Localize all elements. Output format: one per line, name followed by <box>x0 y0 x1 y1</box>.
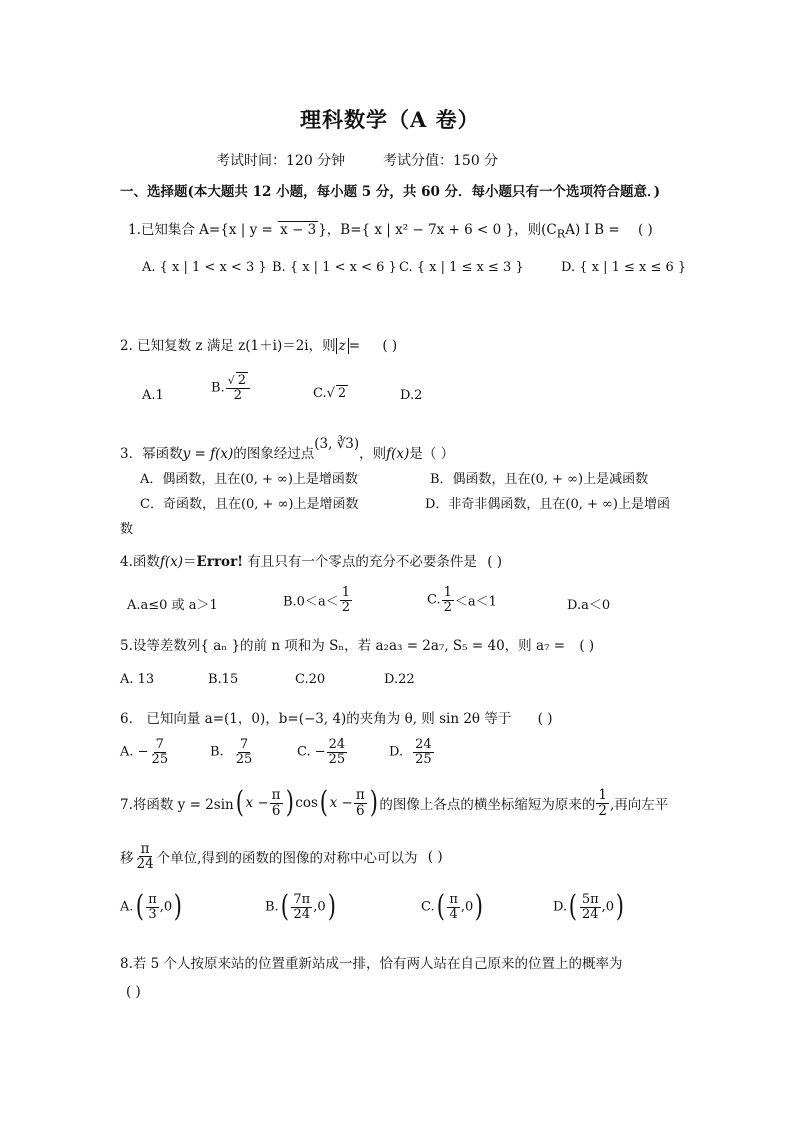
q3-stem-3: ，则 <box>359 446 387 462</box>
q6-option-b-den: 25 <box>235 751 253 767</box>
q2-answer-blank: ( ) <box>382 338 398 354</box>
q7-option-c-den: 4 <box>449 906 458 922</box>
q4-option-c <box>427 586 497 614</box>
q4-stem-3: 有且只有一个零点的充分不必要条件是 <box>243 554 477 570</box>
q7-stem-2: 的图像上各点的横坐标缩短为原来的 <box>379 797 596 813</box>
q1-prefix: 1.已知集合 A={ <box>128 222 229 238</box>
q7-line2-post: 个单位,得到的函数的图像的对称中心可以为 <box>156 850 418 867</box>
question-3 <box>120 436 455 462</box>
q6-option-b <box>210 738 255 766</box>
q7-option-d-num: 5π <box>581 891 599 907</box>
q5-answer-blank: ( ) <box>579 638 595 654</box>
q7-shift-den: 24 <box>136 856 154 873</box>
q1-sub: R <box>556 227 566 241</box>
q5-option-a: A. 13 <box>120 672 155 687</box>
q4-option-b-num: 1 <box>341 585 350 600</box>
q7-six-2: 6 <box>355 802 365 819</box>
q7-option-c-label: C. <box>421 899 435 915</box>
q1-mid: }，B={ x | x² − 7x + 6 < 0 }，则 <box>318 222 542 238</box>
q7-cos: cos <box>295 795 318 811</box>
q3-option-b: B．偶函数，且在(0, + ∞)上是减函数 <box>430 472 649 487</box>
q7-line2-pre: 移 <box>120 850 134 867</box>
q4-option-c-den: 2 <box>443 599 452 615</box>
q3-func: y = f(x) <box>182 446 234 462</box>
q6-stem: 6． 已知向量 a=(1，0)，b=(−3, 4)的夹角为 θ, 则 sin 2θ 等于 <box>120 711 512 727</box>
q7-option-a: A.( $\frac{\pi}{3}$ ,0) <box>120 889 183 924</box>
q7-pi-2: π <box>355 787 365 804</box>
q6-option-d-label: D. <box>389 744 404 760</box>
q5-option-d: D.22 <box>384 672 415 687</box>
q2-option-c-label: C. <box>313 386 327 401</box>
q7-option-d: D.( $\frac{5\pi}{24}$ ,0) <box>553 889 625 924</box>
q7-option-a-label: A. <box>120 899 134 915</box>
q6-option-c <box>297 738 348 766</box>
q7-option-b-den: 24 <box>293 906 311 922</box>
q1-tail2: A) I B = <box>565 222 620 238</box>
q4-fx: f(x) <box>159 554 184 570</box>
q7-half-den: 2 <box>598 802 608 819</box>
q2-option-c: C.√ 2 <box>313 386 347 401</box>
q3-option-a: A．偶函数，且在(0, + ∞)上是增函数 <box>140 472 358 487</box>
q7-stem-1: 7.将函数 y = 2sin <box>120 797 234 813</box>
q1-option-d: D. { x | 1 ≤ x ≤ 6 } <box>561 260 687 275</box>
q1-option-b: B. { x | 1 < x < 6 } <box>272 260 397 275</box>
q6-option-a-num: 7 <box>155 737 164 752</box>
q7-option-d-zero: ,0 <box>601 899 615 915</box>
section-heading: 一、选择题(本大题共 12 小题，每小题 5 分，共 60 分．每小题只有一个选项符合题意．) <box>120 184 661 200</box>
q4-option-c-pre: C. <box>427 592 441 608</box>
q3-stem-2: 的图象经过点 <box>233 446 315 462</box>
q7-option-c-zero: ,0 <box>460 899 474 915</box>
q7-option-a-num: π <box>148 891 157 907</box>
q2-option-d: D.2 <box>400 388 423 403</box>
question-1 <box>128 218 653 241</box>
q7-option-b-zero: ,0 <box>313 899 326 915</box>
question-5 <box>120 634 594 654</box>
q7-shift-num: π <box>140 841 150 857</box>
q6-option-d-num: 24 <box>415 737 432 752</box>
question-7-line-2 <box>120 842 443 871</box>
q7-option-c-num: π <box>449 891 458 907</box>
question-8: 8.若 5 个人按原来站的位置重新站成一排，恰有两人站在自己原来的位置上的概率为 <box>120 956 623 972</box>
q2-option-b-num: 2 <box>237 373 246 388</box>
q7-x-1: x − <box>245 795 269 811</box>
q5-option-b: B.15 <box>208 672 239 687</box>
q2-option-a: A.1 <box>142 388 164 403</box>
q2-option-b: B. $\frac{√ 2}{2}$ <box>211 374 251 402</box>
q1-a-def: x | y = <box>228 222 278 238</box>
q3-point: (3, ∛3) <box>314 436 360 452</box>
q6-option-b-num: 7 <box>239 737 249 752</box>
q7-stem-3: ,再向左平 <box>610 797 669 813</box>
q4-option-a: A.a≤0 或 a＞1 <box>127 598 218 613</box>
q7-option-d-den: 24 <box>581 906 599 922</box>
question-4 <box>120 550 502 570</box>
q6-option-c-den: 25 <box>328 751 346 767</box>
q3-option-d-continued: 数 <box>120 522 134 537</box>
q3-stem-1: 3．幂函数 <box>120 446 183 462</box>
exam-time: 考试时间：120 分钟 <box>216 153 346 169</box>
q1-option-a: A. { x | 1 < x < 3 } <box>142 260 267 275</box>
q7-option-b-num: 7π <box>293 891 311 907</box>
q3-func-2: f(x) <box>386 446 410 462</box>
q6-option-a-label: A. − <box>120 744 149 760</box>
q4-option-b-den: 2 <box>341 599 350 615</box>
q4-option-c-post: ＜a＜1 <box>454 594 497 610</box>
q2-stem: 2. 已知复数 z 满足 z(1＋i)＝2i，则 <box>120 338 336 354</box>
q8-answer-blank: ( ) <box>126 984 141 1000</box>
q3-option-c: C．奇函数，且在(0, + ∞)上是增函数 <box>140 497 359 512</box>
q4-stem-1: 4.函数 <box>120 554 160 570</box>
q1-answer-blank: ( ) <box>637 222 653 238</box>
q6-option-d-den: 25 <box>415 751 432 767</box>
q3-stem-4: 是（ ） <box>409 446 455 462</box>
q7-option-a-zero: ,0 <box>159 899 173 915</box>
q7-option-b-label: B. <box>265 899 279 915</box>
q5-stem: 5.设等差数列{ aₙ }的前 n 项和为 Sₙ，若 a₂a₃ = 2a₇, S₅ = 40，则 a₇ = <box>120 638 566 654</box>
q7-half-num: 1 <box>598 787 608 804</box>
q4-answer-blank: ( ) <box>487 554 503 570</box>
q7-option-b: B.( $\frac{7\pi}{24}$ ,0) <box>265 889 336 924</box>
q1-sqrt: x − 3 <box>280 222 317 238</box>
q2-abs-z: z <box>336 338 349 354</box>
q7-option-a-den: 3 <box>148 906 157 922</box>
q4-option-b <box>283 586 353 614</box>
q6-option-b-label: B. <box>210 744 224 760</box>
question-7: 7.将函数 y = 2sin( x − $\frac{\pi}{6}$ ) cos( x − $\frac{\pi}{6}$ ) 的图像上各点的横坐标缩短为原来的 $\frac{1}{2}$ ,再向左平 <box>120 785 669 820</box>
q6-option-d <box>389 738 435 766</box>
q5-option-c: C.20 <box>295 672 326 687</box>
q7-pi-1: π <box>271 787 281 804</box>
q7-answer-blank: ( ) <box>427 848 443 865</box>
q7-option-c: C.( $\frac{\pi}{4}$ ,0) <box>421 889 484 924</box>
q6-answer-blank: ( ) <box>537 711 553 727</box>
q3-option-d: D．非奇非偶函数，且在(0, + ∞)上是增函 <box>425 497 670 512</box>
q6-option-c-label: C. − <box>297 744 326 760</box>
exam-score: 考试分值：150 分 <box>383 153 499 169</box>
q7-option-d-label: D. <box>553 899 568 915</box>
question-6 <box>120 707 552 727</box>
q4-option-c-num: 1 <box>443 585 452 600</box>
q1-option-c: C. { x | 1 ≤ x ≤ 3 } <box>399 260 524 275</box>
page-title: 理科数学（A 卷） <box>300 107 480 132</box>
q4-stem-2: ＝ <box>183 554 197 570</box>
q4-option-d: D.a＜0 <box>567 598 611 613</box>
q7-six-1: 6 <box>271 802 281 819</box>
q4-error-field: Error! <box>196 554 244 570</box>
q1-tail: (C <box>541 222 557 238</box>
question-2 <box>120 334 397 354</box>
q4-option-b-pre: B.0＜a＜ <box>283 594 339 610</box>
q2-option-b-den: 2 <box>233 387 242 403</box>
q2-eq: = <box>348 338 361 354</box>
q6-option-c-num: 24 <box>328 737 346 752</box>
q6-option-a <box>120 738 171 766</box>
q7-x-2: x − <box>329 795 353 811</box>
q2-option-b-label: B. <box>211 380 225 396</box>
q6-option-a-den: 25 <box>151 751 169 767</box>
q2-option-c-rad: 2 <box>337 386 347 401</box>
